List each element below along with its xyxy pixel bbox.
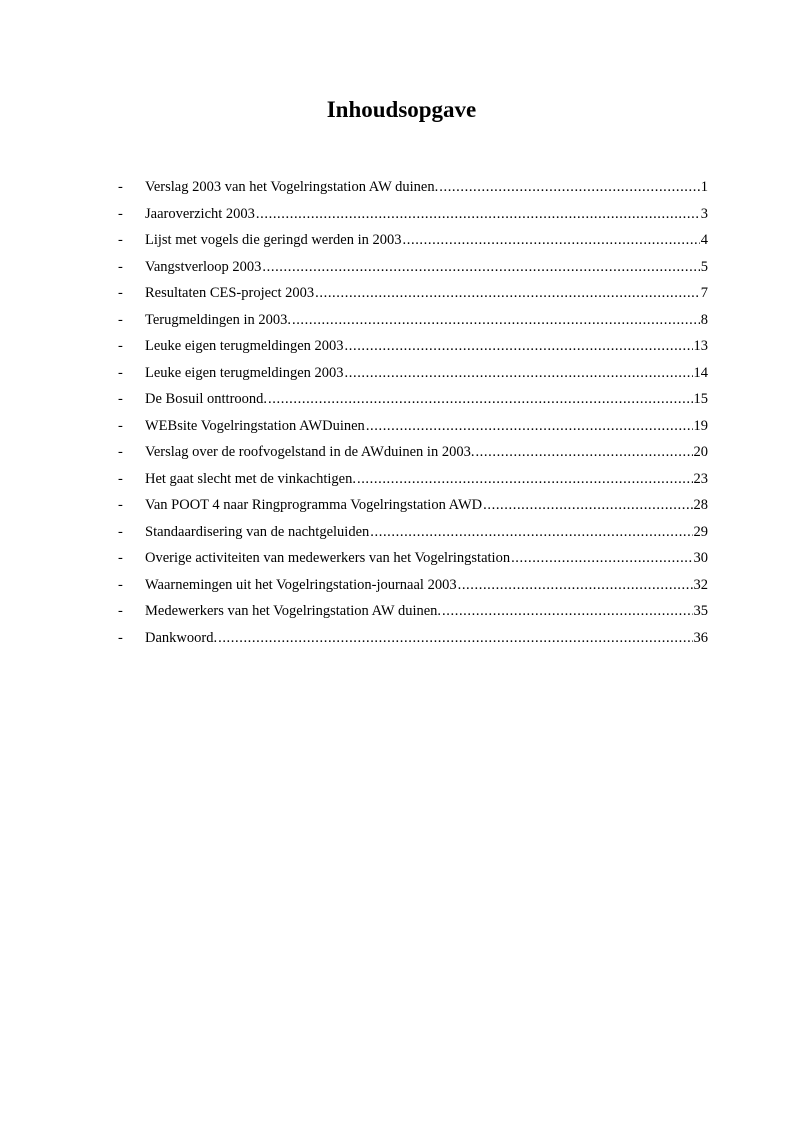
- toc-page-number: 35: [693, 603, 708, 619]
- toc-entry[interactable]: [118, 495, 708, 522]
- toc-entry-title: Terugmeldingen in 2003.: [145, 311, 291, 328]
- toc-entry-title: Lijst met vogels die geringd werden in 2003: [145, 232, 402, 248]
- toc-bullet: -: [118, 311, 123, 328]
- dot-leader: [256, 204, 700, 224]
- dot-leader: [483, 495, 692, 515]
- dot-leader: [357, 469, 693, 489]
- dot-leader: [403, 230, 700, 250]
- toc-page-number: 15: [693, 391, 708, 407]
- dot-leader: [262, 257, 699, 277]
- toc-entry[interactable]: [118, 336, 708, 363]
- toc-page-number: 19: [693, 417, 708, 434]
- toc-page-number: 4: [700, 232, 708, 248]
- toc-entry-title: Het gaat slecht met de vinkachtigen.: [145, 470, 356, 487]
- toc-entry[interactable]: [118, 469, 708, 496]
- toc-bullet: -: [118, 417, 123, 434]
- toc-entry[interactable]: [118, 204, 708, 231]
- toc-entry-title: Leuke eigen terugmeldingen 2003: [145, 338, 344, 354]
- toc-entry[interactable]: [118, 548, 708, 575]
- toc-entry-title: Verslag 2003 van het Vogelringstation AW duinen.: [145, 179, 439, 195]
- toc-page-number: 14: [693, 364, 708, 381]
- toc-page-number: 1: [700, 179, 708, 195]
- dot-leader: [345, 363, 693, 383]
- toc-bullet: -: [118, 550, 123, 566]
- toc-bullet: -: [118, 576, 123, 593]
- toc-entry[interactable]: [118, 230, 708, 257]
- toc-bullet: -: [118, 444, 123, 460]
- toc-entry[interactable]: [118, 601, 708, 628]
- dot-leader: [218, 628, 692, 648]
- toc-bullet: -: [118, 338, 123, 354]
- toc-bullet: -: [118, 179, 123, 195]
- toc-bullet: -: [118, 629, 123, 646]
- toc-entry[interactable]: [118, 283, 708, 310]
- dot-leader: [511, 548, 692, 568]
- table-of-contents: [118, 177, 708, 654]
- toc-bullet: -: [118, 364, 123, 381]
- toc-bullet: -: [118, 258, 123, 275]
- toc-entry-title: Verslag over de roofvogelstand in de AWduinen in 2003.: [145, 444, 475, 460]
- toc-entry[interactable]: [118, 177, 708, 204]
- toc-entry[interactable]: [118, 257, 708, 284]
- dot-leader: [442, 601, 692, 621]
- toc-bullet: -: [118, 205, 123, 222]
- dot-leader: [366, 416, 693, 436]
- toc-entry-title: Vangstverloop 2003: [145, 258, 262, 275]
- toc-page-number: 5: [700, 258, 708, 275]
- dot-leader: [458, 575, 693, 595]
- toc-bullet: -: [118, 391, 123, 407]
- toc-page-number: 30: [693, 550, 708, 566]
- toc-entry-title: Overige activiteiten van medewerkers van het Vogelringstation: [145, 550, 511, 566]
- toc-page-number: 29: [693, 523, 708, 540]
- toc-bullet: -: [118, 232, 123, 248]
- toc-page-number: 23: [693, 470, 708, 487]
- dot-leader: [292, 310, 700, 330]
- toc-entry-title: WEBsite Vogelringstation AWDuinen: [145, 417, 365, 434]
- dot-leader: [475, 442, 692, 462]
- toc-page-number: 8: [700, 311, 708, 328]
- toc-bullet: -: [118, 497, 123, 513]
- toc-page-number: 20: [693, 444, 708, 460]
- toc-entry-title: Dankwoord.: [145, 629, 218, 646]
- toc-entry-title: Resultaten CES-project 2003: [145, 285, 315, 301]
- toc-bullet: -: [118, 603, 123, 619]
- dot-leader: [315, 283, 700, 303]
- toc-entry-title: De Bosuil onttroond.: [145, 391, 268, 407]
- page-title: Inhoudsopgave: [326, 97, 477, 122]
- dot-leader: [268, 389, 692, 409]
- toc-page-number: 3: [700, 205, 708, 222]
- toc-bullet: -: [118, 470, 123, 487]
- toc-page-number: 28: [693, 497, 708, 513]
- toc-entry-title: Van POOT 4 naar Ringprogramma Vogelringstation AWD: [145, 497, 483, 513]
- toc-bullet: -: [118, 285, 123, 301]
- toc-entry[interactable]: [118, 310, 708, 337]
- toc-bullet: -: [118, 523, 123, 540]
- toc-entry[interactable]: [118, 416, 708, 443]
- toc-page-number: 36: [693, 629, 708, 646]
- dot-leader: [370, 522, 692, 542]
- toc-entry[interactable]: [118, 363, 708, 390]
- toc-entry-title: Jaaroverzicht 2003: [145, 205, 255, 222]
- toc-entry-title: Waarnemingen uit het Vogelringstation-journaal 2003: [145, 576, 457, 593]
- toc-entry[interactable]: [118, 628, 708, 655]
- toc-entry[interactable]: [118, 442, 708, 469]
- toc-entry-title: Medewerkers van het Vogelringstation AW duinen.: [145, 603, 442, 619]
- toc-page-number: 7: [700, 285, 708, 301]
- toc-entry-title: Leuke eigen terugmeldingen 2003: [145, 364, 344, 381]
- dot-leader: [439, 177, 700, 197]
- toc-entry[interactable]: [118, 522, 708, 549]
- toc-page-number: 32: [693, 576, 708, 593]
- toc-entry-title: Standaardisering van de nachtgeluiden: [145, 523, 370, 540]
- dot-leader: [345, 336, 693, 356]
- toc-page-number: 13: [693, 338, 708, 354]
- toc-entry[interactable]: [118, 575, 708, 602]
- toc-entry[interactable]: [118, 389, 708, 416]
